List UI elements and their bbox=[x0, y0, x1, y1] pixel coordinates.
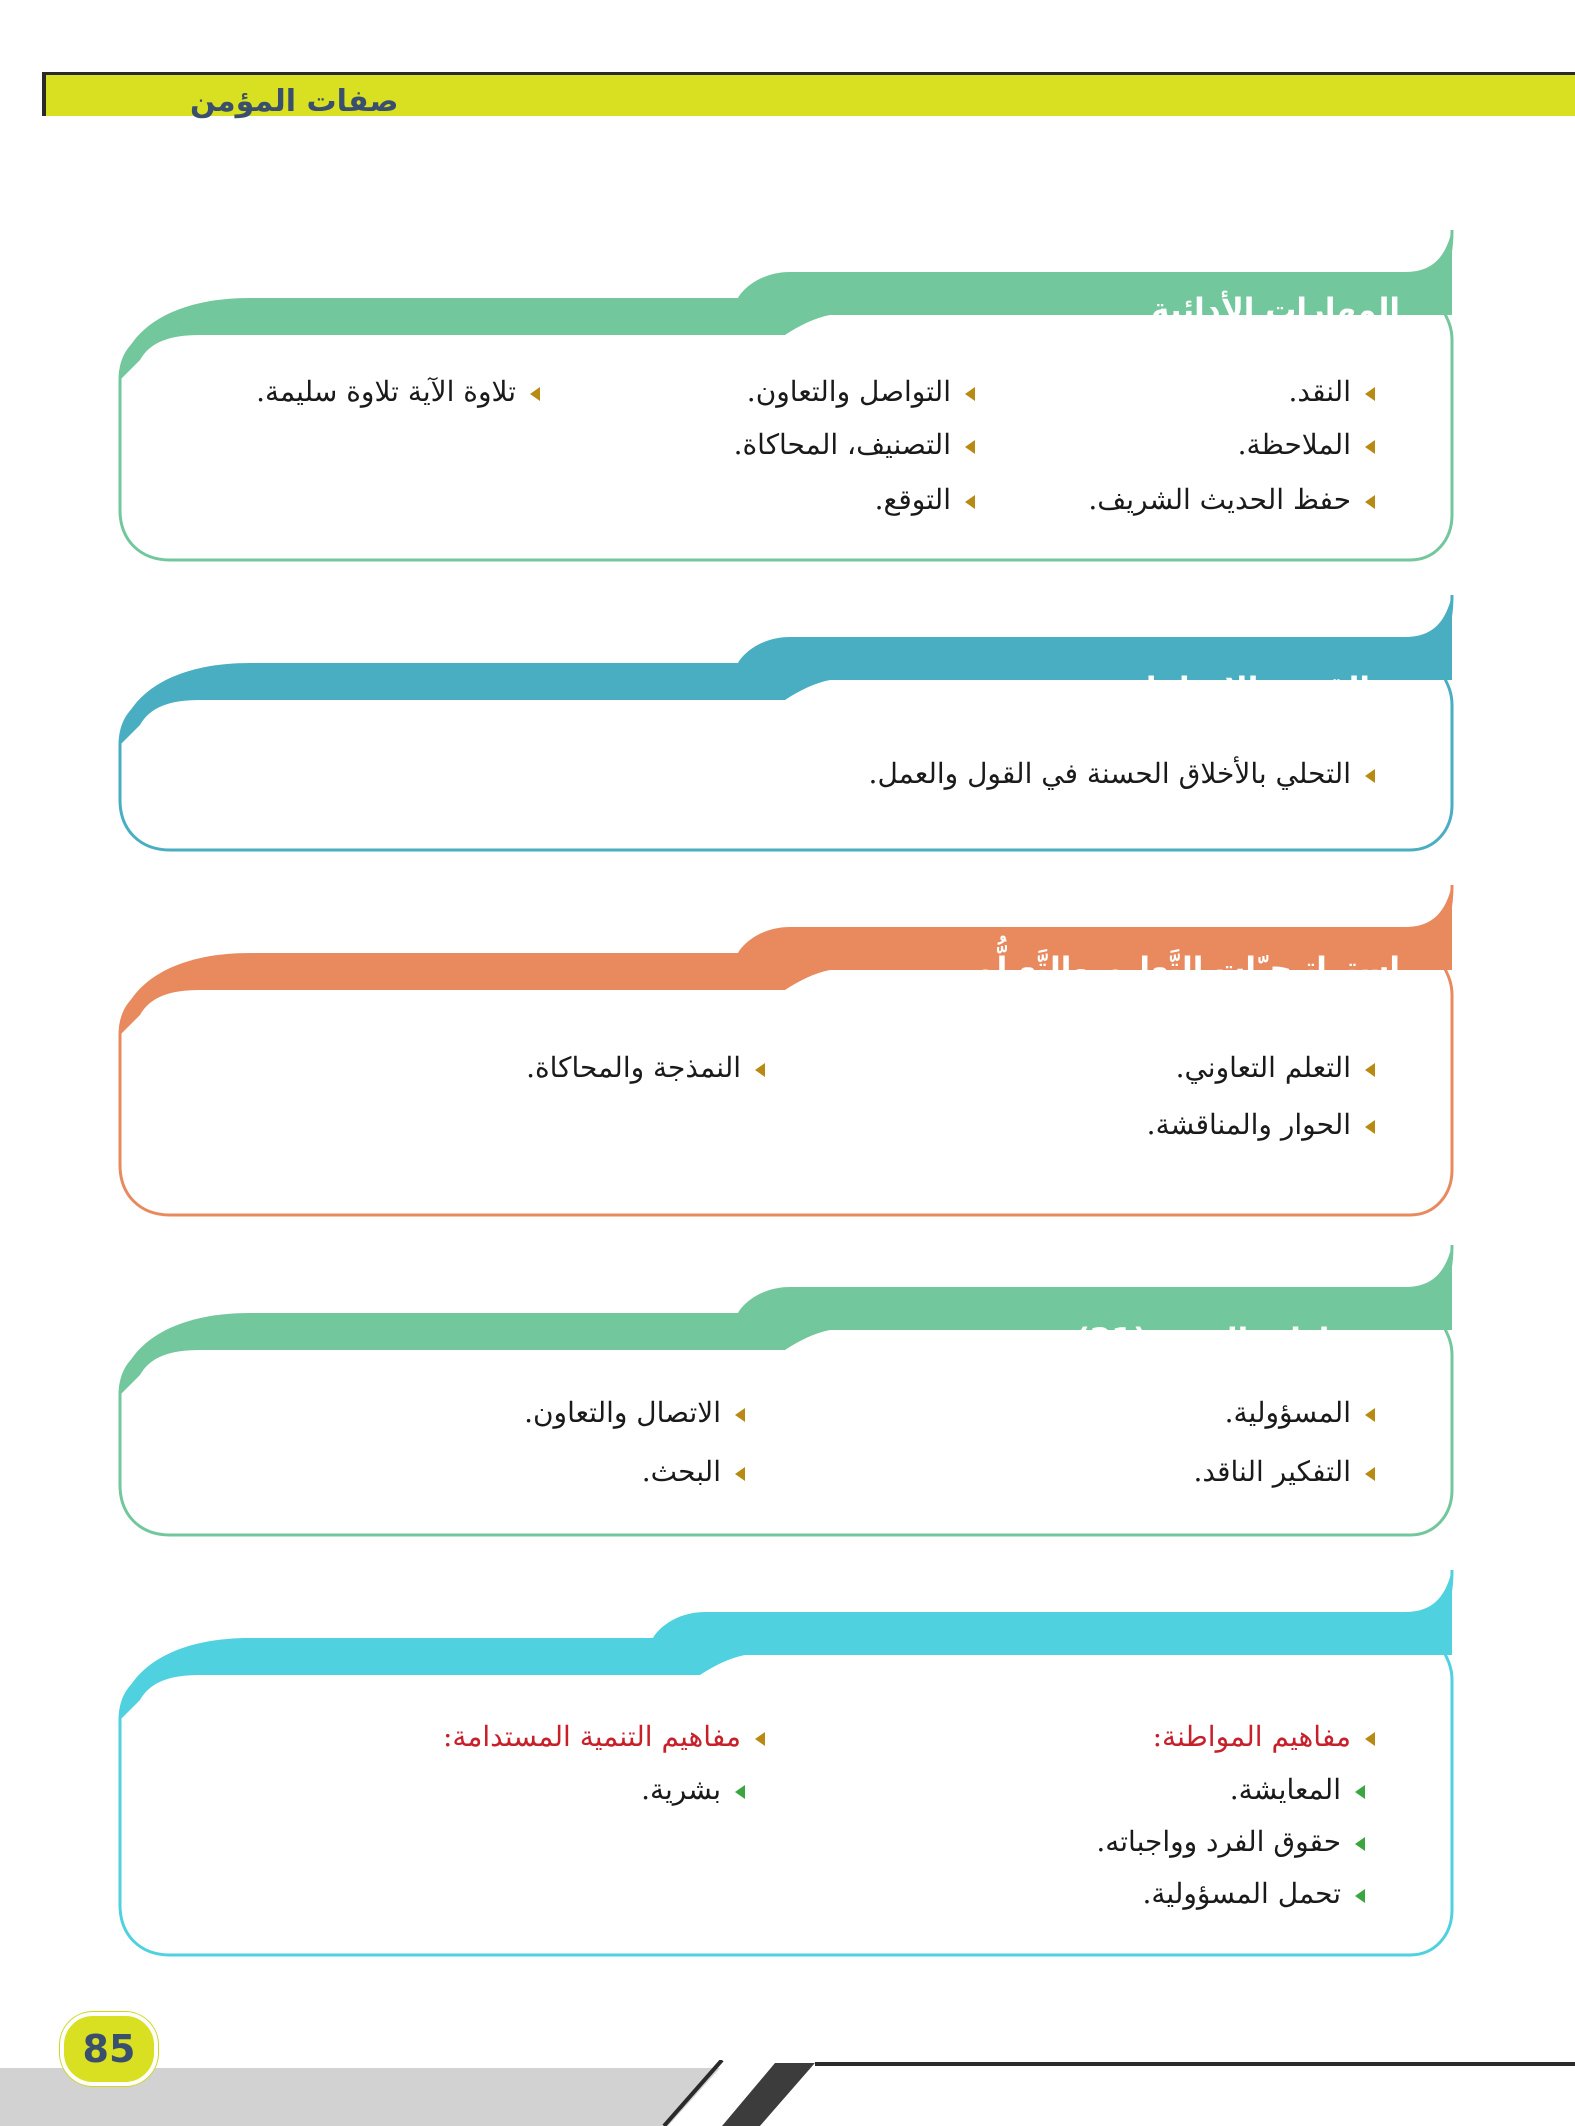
footer-band bbox=[0, 2060, 1575, 2126]
panel-values bbox=[0, 585, 1575, 865]
list-item: الملاحظة. bbox=[1238, 428, 1375, 461]
list-item: تحمل المسؤولية. bbox=[1142, 1877, 1365, 1910]
panel-frame bbox=[0, 1240, 1575, 1540]
list-item: التحلي بالأخلاق الحسنة في القول والعمل. bbox=[869, 757, 1375, 790]
list-item: بشرية. bbox=[641, 1773, 745, 1806]
group-heading: مفاهيم المواطنة: bbox=[1153, 1720, 1375, 1753]
list-item: النمذجة والمحاكاة. bbox=[526, 1051, 765, 1084]
panel-frame bbox=[0, 585, 1575, 865]
section-title: المفاهيم bbox=[1264, 1651, 1400, 1687]
panel-strategies bbox=[0, 875, 1575, 1225]
panel-frame bbox=[0, 875, 1575, 1225]
list-item: الاتصال والتعاون. bbox=[524, 1396, 745, 1429]
page-number: 85 bbox=[60, 2012, 158, 2086]
list-item: حفظ الحديث الشريف. bbox=[1088, 483, 1375, 516]
section-title: مهارات القرن (21) bbox=[1075, 1322, 1370, 1358]
chapter-title: صفات المؤمن bbox=[190, 84, 399, 119]
list-item: التفكير الناقد. bbox=[1194, 1455, 1375, 1488]
section-title: إستراتيجيّات التَّعليم والتَّعـلُّم bbox=[971, 951, 1400, 987]
list-item: الحوار والمناقشة. bbox=[1147, 1108, 1375, 1141]
list-item: النقد. bbox=[1288, 375, 1375, 408]
group-heading: مفاهيم التنمية المستدامة: bbox=[443, 1720, 765, 1753]
list-item: التواصل والتعاون. bbox=[747, 375, 975, 408]
list-item: البحث. bbox=[642, 1455, 745, 1488]
list-item: المسؤولية. bbox=[1225, 1396, 1375, 1429]
list-item: تلاوة الآية تلاوة سليمة. bbox=[256, 375, 540, 408]
section-title: القيم والاتجاهات bbox=[1114, 671, 1370, 707]
section-title: المهارات الأدائية bbox=[1151, 292, 1400, 328]
panel-21st-century-skills bbox=[0, 1240, 1575, 1540]
list-item: التصنيف، المحاكاة. bbox=[734, 428, 975, 461]
panel-concepts bbox=[0, 1565, 1575, 1965]
list-item: حقوق الفرد وواجباته. bbox=[1096, 1825, 1365, 1858]
list-item: التعلم التعاوني. bbox=[1176, 1051, 1375, 1084]
list-item: المعايشة. bbox=[1230, 1773, 1365, 1806]
panel-performance-skills bbox=[0, 210, 1575, 570]
list-item: التوقع. bbox=[875, 483, 975, 516]
